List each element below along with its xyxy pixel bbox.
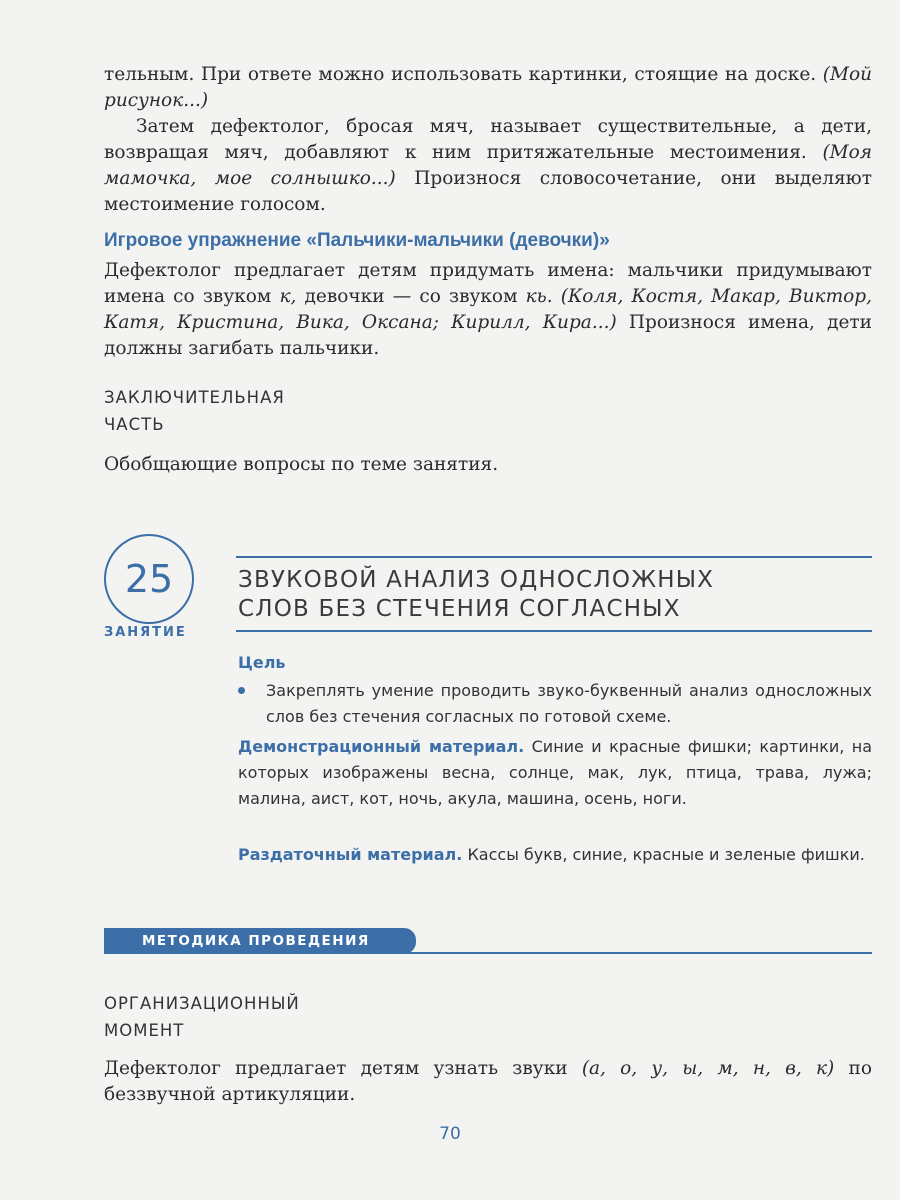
exercise-text: Дефектолог предлагает детям придумать имена: мальчики придумывают имена со звуком (104, 260, 872, 307)
exercise-text: Произнося имена, дети должны загибать пальчики. (104, 312, 872, 359)
demo-text: Синие и красные фишки; картинки, на которых изображены весна, солнце, мак, лук, птица, трава, лужа; малина, аист, кот, ночь, акула, машина, осень, ноги. (238, 737, 873, 808)
heading-line: ЗАКЛЮЧИТЕЛЬНАЯ (104, 388, 285, 407)
demo-material (238, 734, 872, 812)
org-text: Дефектолог предлагает детям узнать звуки (104, 1058, 582, 1079)
exercise-paragraph (104, 258, 872, 362)
title-top-rule (236, 556, 872, 558)
bullet-icon (238, 687, 245, 694)
heading-line: МОМЕНТ (104, 1021, 185, 1040)
lesson-number-badge (104, 534, 194, 624)
org-sounds: (а, о, у, ы, м, н, в, к) (581, 1058, 835, 1079)
intro-paragraph-2 (104, 114, 872, 218)
handout-label: Раздаточный материал. (238, 845, 463, 864)
org-moment-text (104, 1056, 872, 1108)
goal-bullet (238, 678, 872, 730)
exercise-sound: к, (279, 286, 297, 307)
heading-line: ЧАСТЬ (104, 415, 165, 434)
final-part-text: Обобщающие вопросы по теме занятия. (104, 454, 499, 475)
lesson-word: ЗАНЯТИЕ (104, 625, 187, 640)
intro-paragraph-1 (104, 62, 872, 114)
intro-example: (Мой рисунок...) (104, 64, 872, 111)
lesson-number: 25 (124, 557, 174, 601)
title-line: СЛОВ БЕЗ СТЕЧЕНИЯ СОГЛАСНЫХ (238, 596, 681, 622)
title-line: ЗВУКОВОЙ АНАЛИЗ ОДНОСЛОЖНЫХ (238, 567, 715, 593)
heading-line: ОРГАНИЗАЦИОННЫЙ (104, 994, 300, 1013)
intro-text: Затем дефектолог, бросая мяч, называет существительные, а дети, возвращая мяч, добавляют к ним притяжательные местоимения. (104, 116, 872, 163)
method-banner-rule (104, 952, 872, 954)
demo-label: Демонстрационный материал. (238, 737, 525, 756)
exercise-sound: кь. (525, 286, 553, 307)
method-banner-label: МЕТОДИКА ПРОВЕДЕНИЯ (142, 933, 370, 949)
org-moment-heading (104, 990, 300, 1044)
title-bottom-rule (236, 630, 872, 632)
exercise-text: девочки — со звуком (296, 286, 526, 307)
lesson-title (238, 566, 868, 624)
intro-text: Произнося словосочетание, они выделяют местоимение голосом. (104, 168, 872, 215)
goal-text: Закреплять умение проводить звуко-буквенный анализ односложных слов без стечения согласных по готовой схеме. (266, 681, 872, 726)
method-banner (104, 928, 416, 954)
org-text: по беззвучной артикуляции. (104, 1058, 872, 1105)
intro-example: (Моя мамочка, мое солнышко...) (104, 142, 872, 189)
exercise-names: (Коля, Костя, Макар, Виктор, Катя, Кристина, Вика, Оксана; Кирилл, Кира...) (104, 286, 873, 333)
exercise-title: Игровое упражнение «Пальчики-мальчики (девочки)» (104, 230, 610, 251)
goal-label: Цель (238, 653, 286, 672)
handout-material (238, 842, 872, 868)
handout-text: Кассы букв, синие, красные и зеленые фишки. (462, 845, 865, 864)
intro-text: тельным. При ответе можно использовать картинки, стоящие на доске. (104, 64, 823, 85)
final-part-heading (104, 384, 285, 438)
page-number: 70 (439, 1124, 461, 1144)
